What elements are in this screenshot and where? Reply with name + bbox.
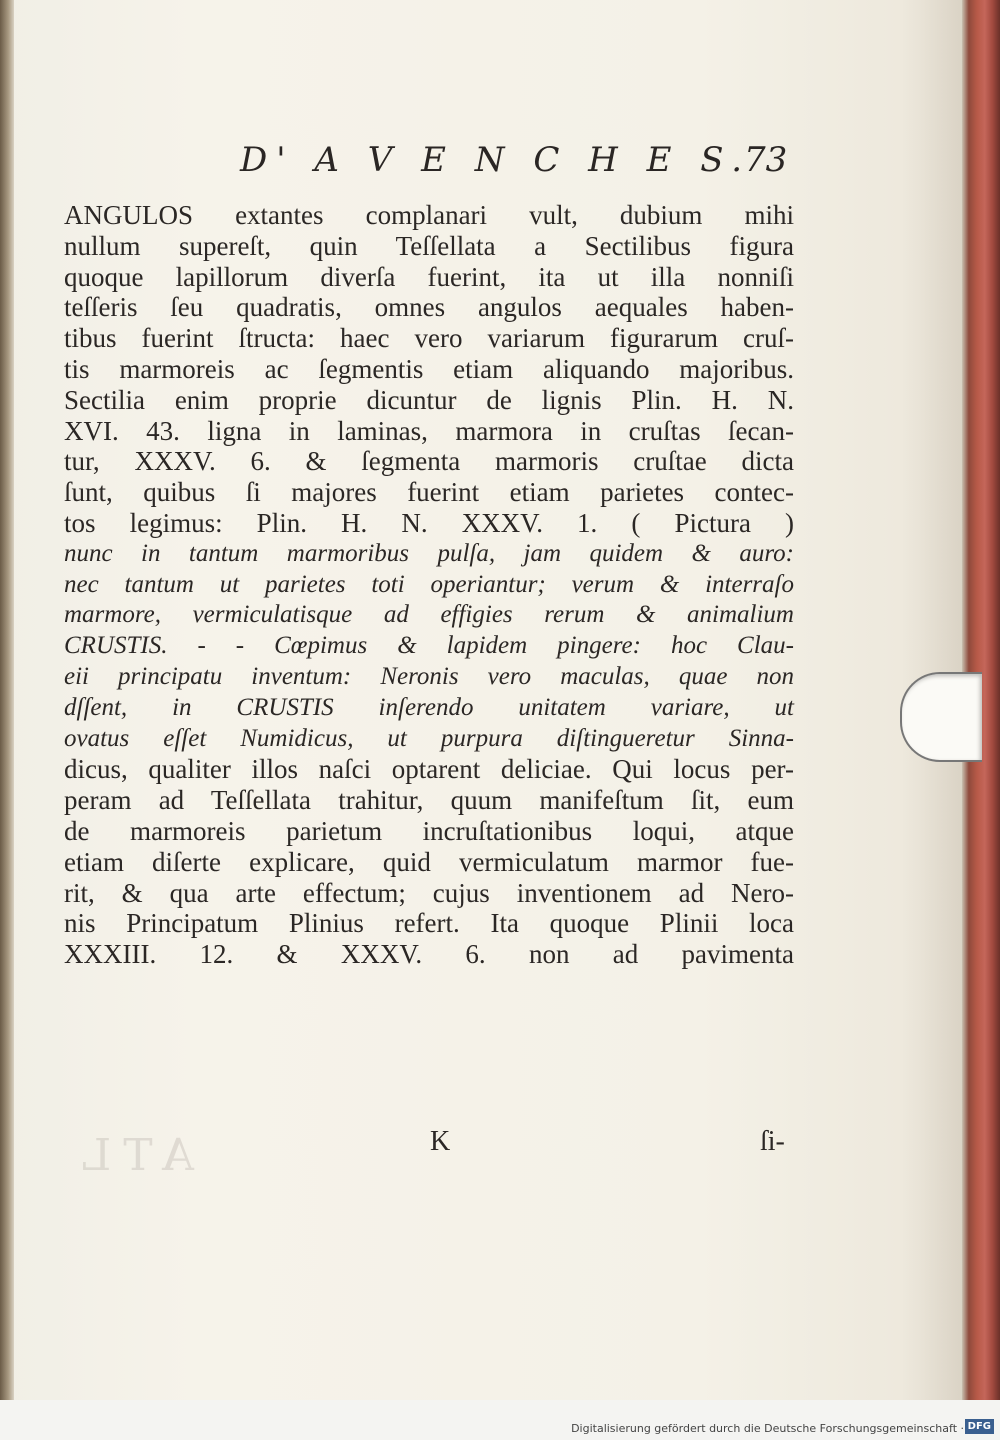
page-clip: [900, 672, 982, 762]
text-line-6: tis marmoreis ac ſegmentis etiam aliquando majoribus.: [64, 353, 794, 384]
text-line-11: tos legimus: Plin. H. N. XXXV. 1. ( Pictura ): [64, 507, 794, 538]
text-line-20: peram ad Teſſellata trahitur, quum manifeſtum ſit, eum: [64, 785, 794, 816]
text-line-21: de marmoreis parietum incruſtationibus loqui, atque: [64, 815, 794, 846]
text-line-10: ſunt, quibus ſi majores fuerint etiam parietes contec-: [64, 477, 794, 508]
text-line-3: quoque lapillorum diverſa fuerint, ita ut illa nonniſi: [64, 261, 794, 292]
text-line-19: dicus, qualiter illos naſci optarent deliciae. Qui locus per-: [64, 754, 794, 785]
signature-mark: K: [430, 1126, 451, 1157]
text-line-2: nullum supereſt, quin Teſſellata a Sectilibus figura: [64, 230, 794, 261]
bleed-through-text: ATL: [70, 1130, 194, 1181]
text-line-24: nis Principatum Plinius refert. Ita quoque Plinii loca: [64, 908, 794, 939]
text-line-4: teſſeris ſeu quadratis, omnes angulos aequales haben-: [64, 292, 794, 323]
text-line-14: marmore, vermiculatisque ad effigies rerum & animalium: [64, 601, 794, 629]
text-line-17: dſſent, in CRUSTIS inſerendo unitatem variare, ut: [64, 693, 794, 721]
running-head: D' A V E N C H E S.: [240, 140, 752, 180]
text-line-16: eii principatu inventum: Neronis vero maculas, quae non: [64, 662, 794, 690]
text-line-12: nunc in tantum marmoribus pulſa, jam quidem & auro:: [64, 539, 794, 567]
text-line-22: etiam diſerte explicare, quid vermiculatum marmor fue-: [64, 846, 794, 877]
text-line-18: ovatus eſſet Numidicus, ut purpura diſtingueretur Sinna-: [64, 724, 794, 752]
catchword: ſi-: [760, 1126, 785, 1157]
dfg-logo: DFG: [965, 1419, 994, 1434]
text-line-25: XXXIII. 12. & XXXV. 6. non ad pavimenta: [64, 939, 794, 970]
text-line-13: nec tantum ut parietes toti operiantur; verum & interraſo: [64, 570, 794, 598]
text-line-7: Sectilia enim proprie dicuntur de lignis Plin. H. N.: [64, 384, 794, 415]
text-line-8: XVI. 43. ligna in laminas, marmora in cruſtas ſecan-: [64, 415, 794, 446]
page-number: 73: [744, 140, 788, 180]
body-text: [64, 200, 794, 970]
funding-credit: Digitalisierung gefördert durch die Deutsche Forschungsgemeinschaft ·: [571, 1422, 964, 1435]
text-line-15: CRUSTIS. - - Cœpimus & lapidem pingere: hoc Clau-: [64, 632, 794, 660]
text-line-5: tibus fuerint ſtructa: haec vero variarum figurarum cruſ-: [64, 323, 794, 354]
text-line-1: ANGULOS extantes complanari vult, dubium mihi: [64, 200, 794, 230]
text-line-9: tur, XXXV. 6. & ſegmenta marmoris cruſtae dicta: [64, 446, 794, 477]
binding-gutter: [0, 0, 14, 1400]
text-line-23: rit, & qua arte effectum; cujus inventionem ad Nero-: [64, 877, 794, 908]
